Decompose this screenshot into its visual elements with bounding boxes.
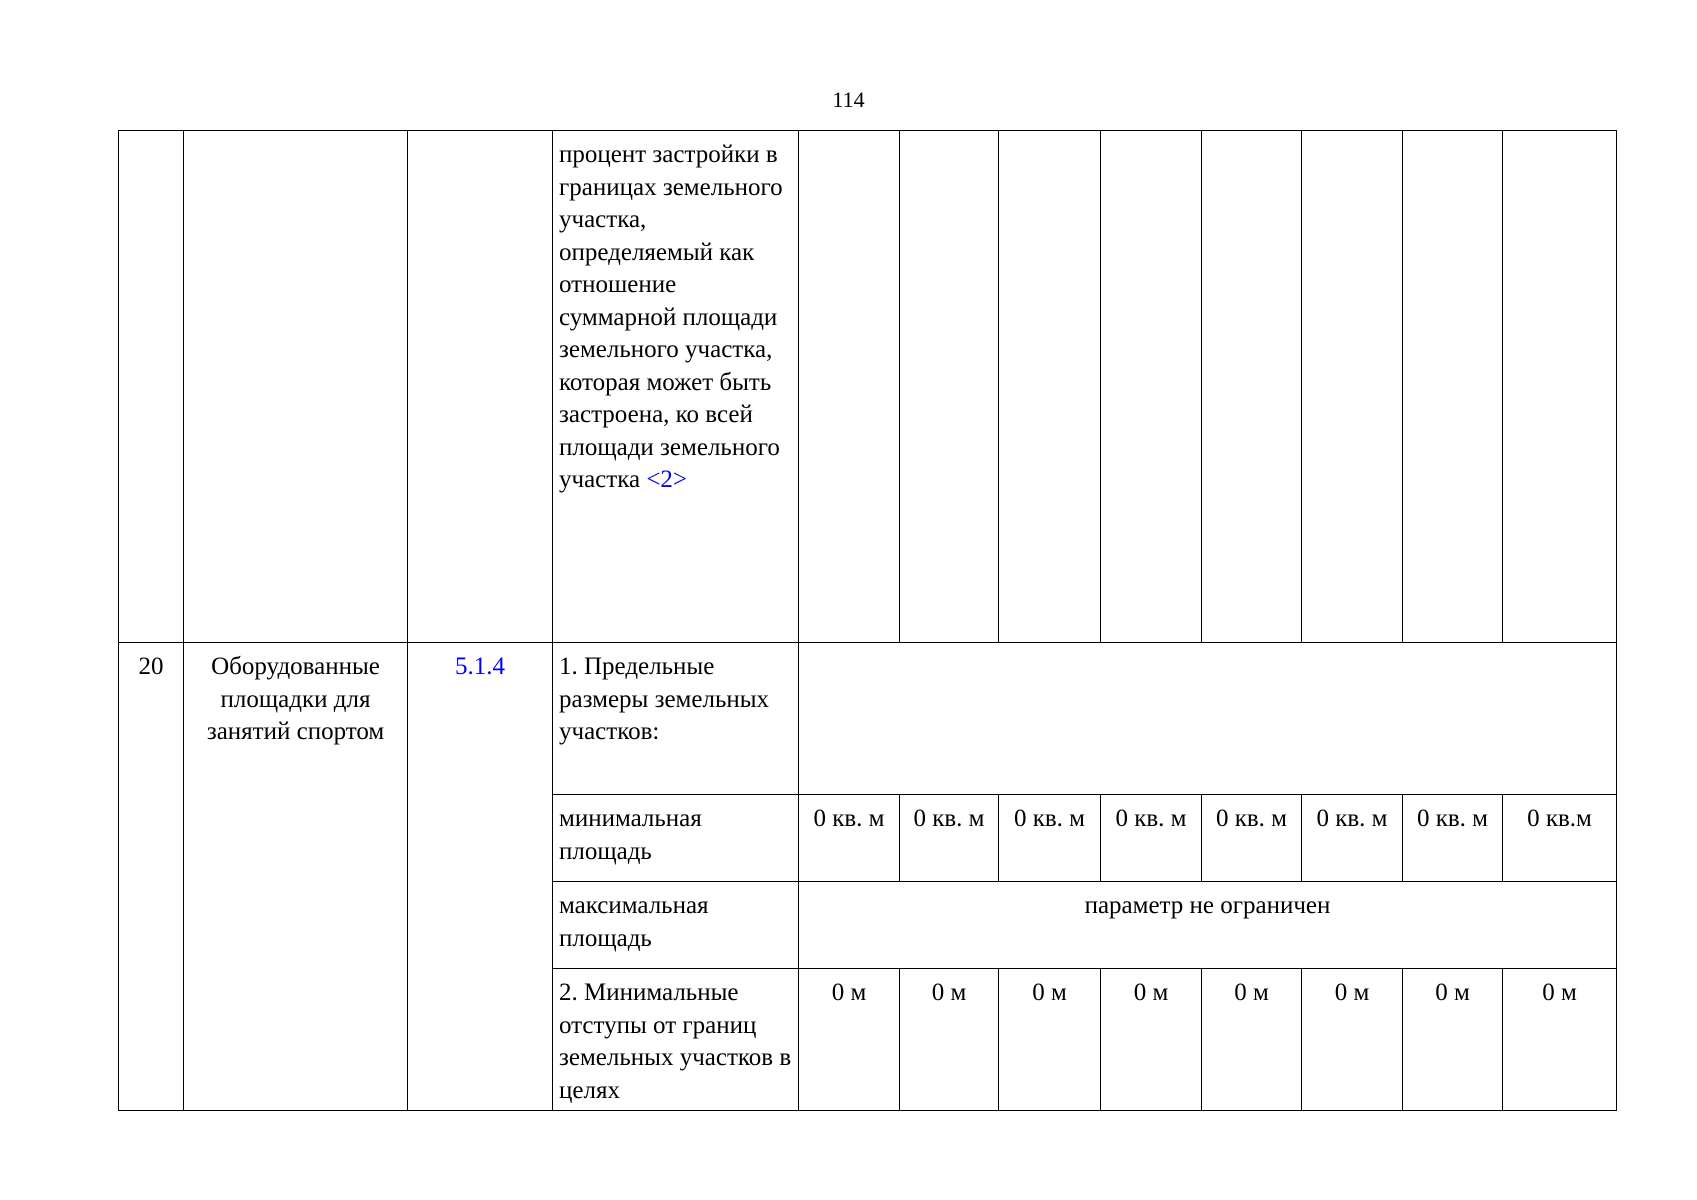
cell-value-empty <box>1101 131 1202 643</box>
setbacks-label: 2. Минимальные отступы от границ земельных участков в целях <box>553 969 799 1111</box>
table-row-20-size-title <box>119 643 1617 795</box>
setback-value: 0 м <box>1202 969 1302 1111</box>
cell-section-1-empty <box>799 643 1617 795</box>
row-number: 20 <box>119 643 184 1111</box>
cell-value-empty <box>1503 131 1617 643</box>
min-area-value: 0 кв. м <box>1101 795 1202 882</box>
section-1-title: 1. Предельные размеры земельных участков: <box>553 643 799 795</box>
land-use-name: Оборудованные площадки для занятий спортом <box>184 643 408 1111</box>
max-area-label: максимальная площадь <box>553 882 799 969</box>
min-area-value: 0 кв. м <box>1403 795 1503 882</box>
min-area-value: 0 кв.м <box>1503 795 1617 882</box>
setback-value: 0 м <box>1302 969 1403 1111</box>
cell-value-empty <box>999 131 1101 643</box>
cell-value-empty <box>1302 131 1403 643</box>
setback-value: 0 м <box>1403 969 1503 1111</box>
footnote-link-2[interactable]: <2> <box>646 466 688 493</box>
setback-value: 0 м <box>900 969 999 1111</box>
cell-value-empty <box>900 131 999 643</box>
min-area-value: 0 кв. м <box>900 795 999 882</box>
min-area-value: 0 кв. м <box>999 795 1101 882</box>
setback-value: 0 м <box>999 969 1101 1111</box>
setback-value: 0 м <box>1503 969 1617 1111</box>
cell-code-empty <box>408 131 553 643</box>
setback-value: 0 м <box>799 969 900 1111</box>
table-row-continuation <box>119 131 1617 643</box>
min-area-value: 0 кв. м <box>1202 795 1302 882</box>
max-area-value: параметр не ограничен <box>799 882 1617 969</box>
cell-value-empty <box>1202 131 1302 643</box>
min-area-value: 0 кв. м <box>799 795 900 882</box>
setback-value: 0 м <box>1101 969 1202 1111</box>
page-number: 114 <box>832 87 865 112</box>
min-area-value: 0 кв. м <box>1302 795 1403 882</box>
min-area-label: минимальная площадь <box>553 795 799 882</box>
cell-value-empty <box>799 131 900 643</box>
zoning-parameters-table <box>118 130 1617 1111</box>
cell-number-empty <box>119 131 184 643</box>
cell-parameter-building-percent <box>553 131 799 643</box>
land-use-code-link[interactable]: 5.1.4 <box>408 643 553 1111</box>
parameter-text: процент застройки в границах земельного участка, определяемый как отношение суммарной площади земельного участка, которая может быть застроена, ко всей площади земельного участка <box>559 141 783 493</box>
cell-name-empty <box>184 131 408 643</box>
cell-value-empty <box>1403 131 1503 643</box>
